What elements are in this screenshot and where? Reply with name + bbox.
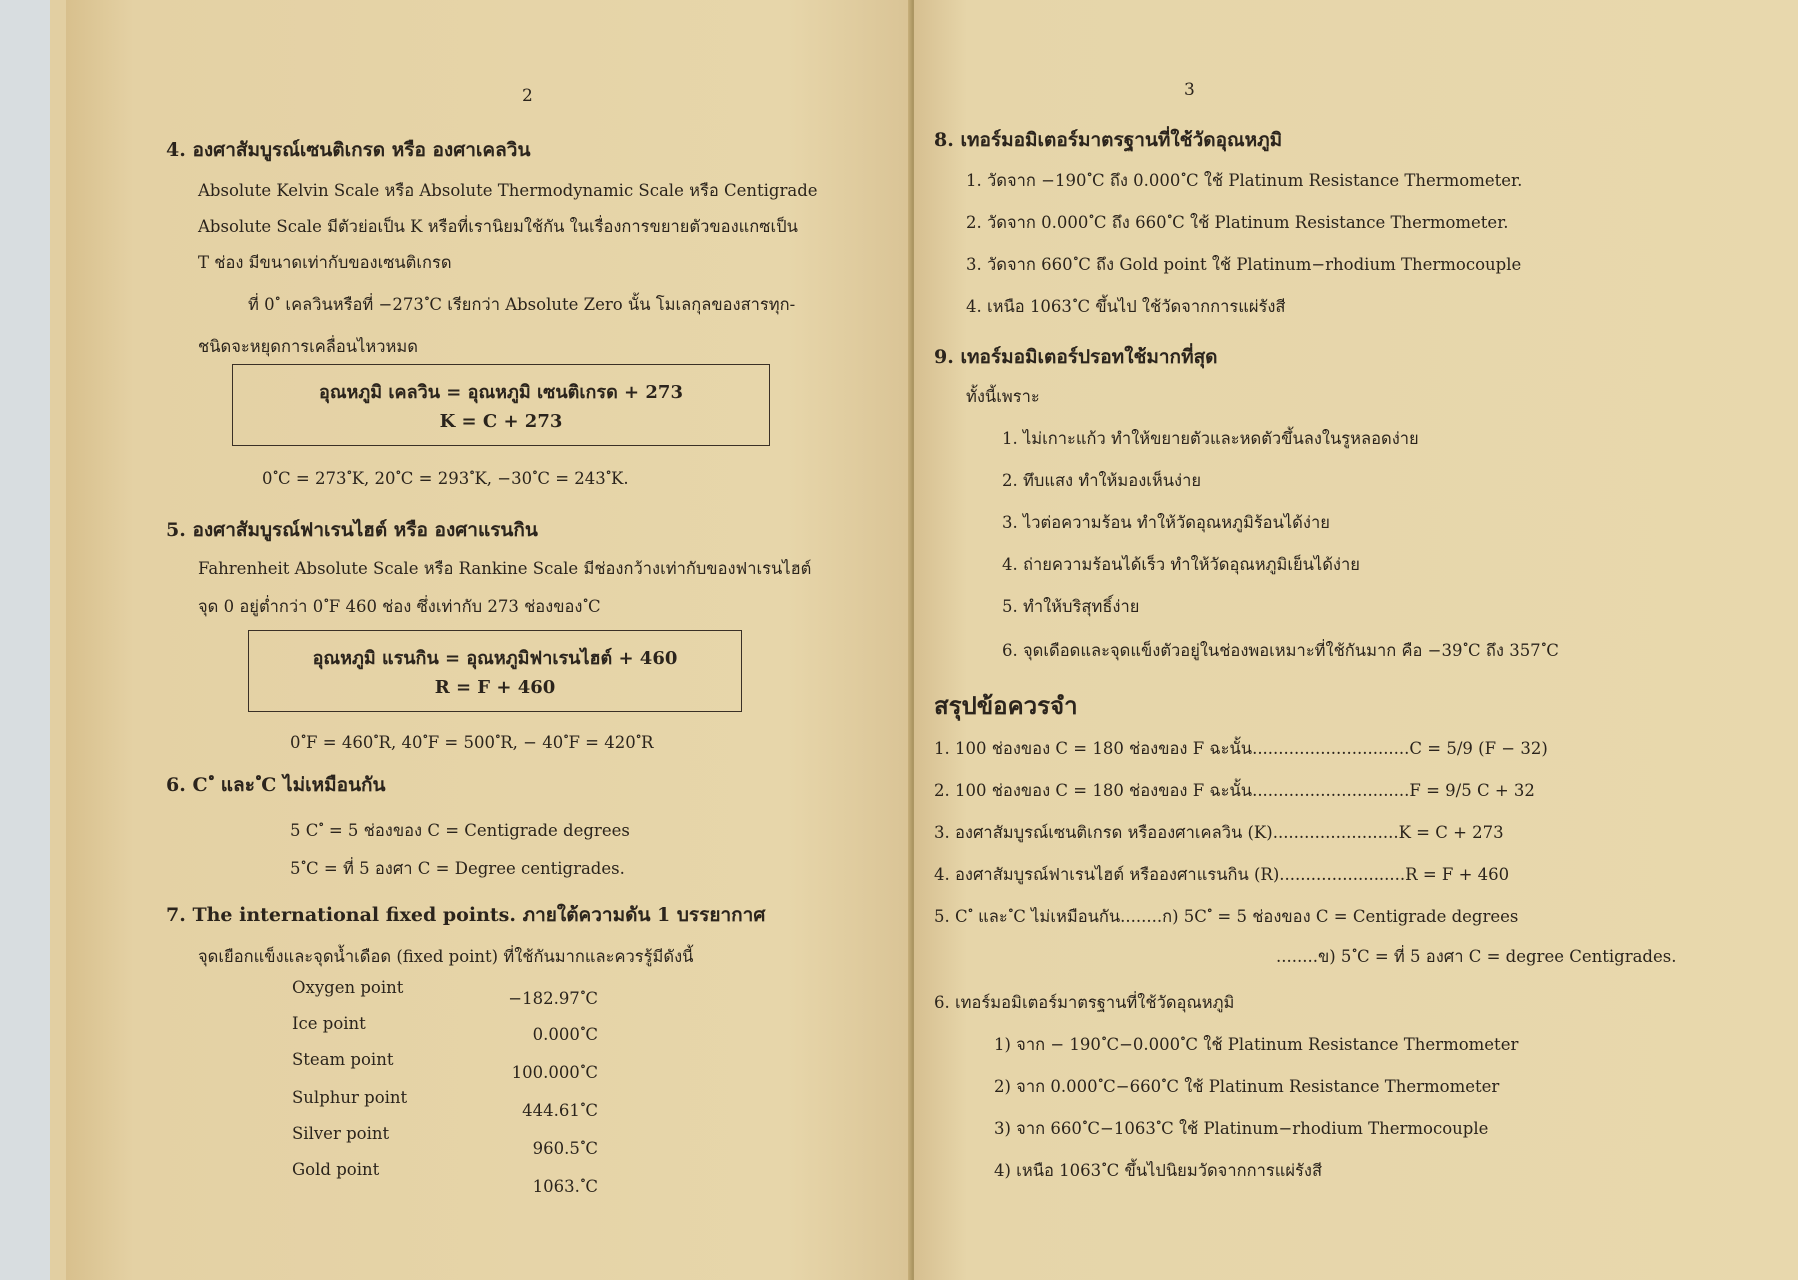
text-line: จุด 0 อยู่ต่ำกว่า 0 ํF 460 ช่อง ซึ่งเท่ากับ 273 ช่องของ ํC bbox=[198, 597, 601, 616]
summary-subitem: 3) จาก 660 ํC−1063 ํC ใช้ Platinum−rhodium Thermocouple bbox=[994, 1119, 1489, 1138]
text-line: 5 ํC = ที่ 5 องศา C = Degree centigrades. bbox=[290, 859, 625, 878]
formula-line: R = F + 460 bbox=[434, 677, 556, 698]
text-line: 5 C ํ = 5 ช่องของ C = Centigrade degrees bbox=[290, 821, 630, 840]
summary-item: 1. 100 ช่องของ C = 180 ช่องของ F ฉะนั้น..............................C = 5/9 (F − 32) bbox=[934, 739, 1548, 758]
fixed-point-value: 1063. ํC bbox=[532, 1177, 598, 1196]
list-item: 4. ถ่ายความร้อนได้เร็ว ทำให้วัดอุณหภูมิเย็นได้ง่าย bbox=[1002, 555, 1360, 574]
section-6-title: 6. C ํ และ ํC ไม่เหมือนกัน bbox=[166, 774, 386, 796]
summary-item: 4. องศาสัมบูรณ์ฟาเรนไฮต์ หรือองศาแรนกิน (R)........................R = F + 460 bbox=[934, 865, 1510, 884]
fixed-point-value: −182.97 ํC bbox=[508, 989, 598, 1008]
section-8-title: 8. เทอร์มอมิเตอร์มาตรฐานที่ใช้วัดอุณหภูมิ bbox=[934, 129, 1283, 151]
kelvin-formula-box bbox=[232, 364, 770, 446]
summary-subitem: 2) จาก 0.000 ํC−660 ํC ใช้ Platinum Resistance Thermometer bbox=[994, 1077, 1500, 1096]
text-line: จุดเยือกแข็งและจุดน้ำเดือด (fixed point) ที่ใช้กันมากและควรรู้มีดังนี้ bbox=[198, 947, 694, 966]
summary-subitem: 1) จาก − 190 ํC−0.000 ํC ใช้ Platinum Resistance Thermometer bbox=[994, 1035, 1519, 1054]
fixed-point-name: Oxygen point bbox=[292, 978, 404, 997]
text-line: Absolute Kelvin Scale หรือ Absolute Thermodynamic Scale หรือ Centigrade bbox=[198, 181, 818, 200]
summary-item: 2. 100 ช่องของ C = 180 ช่องของ F ฉะนั้น..............................F = 9/5 C + 32 bbox=[934, 781, 1535, 800]
fixed-point-value: 444.61 ํC bbox=[522, 1101, 598, 1120]
summary-item: ........ข) 5 ํC = ที่ 5 องศา C = degree Centigrades. bbox=[1276, 947, 1677, 966]
fixed-point-name: Gold point bbox=[292, 1160, 380, 1179]
section-4-title: 4. องศาสัมบูรณ์เซนติเกรด หรือ องศาเคลวิน bbox=[166, 139, 531, 161]
text-line: Absolute Scale มีตัวย่อเป็น K หรือที่เรานิยมใช้กัน ในเรื่องการขยายตัวของแกซเป็น bbox=[198, 217, 798, 236]
left-page bbox=[66, 0, 914, 1280]
fixed-point-name: Sulphur point bbox=[292, 1088, 408, 1107]
summary-item: 6. เทอร์มอมิเตอร์มาตรฐานที่ใช้วัดอุณหภูมิ bbox=[934, 993, 1235, 1012]
list-item: 4. เหนือ 1063 ํC ขึ้นไป ใช้วัดจากการแผ่รังสี bbox=[966, 297, 1286, 316]
fixed-point-value: 0.000 ํC bbox=[532, 1025, 598, 1044]
text-line: ทั้งนี้เพราะ bbox=[966, 387, 1040, 406]
fixed-point-name: Steam point bbox=[292, 1050, 394, 1069]
section-9-title: 9. เทอร์มอมิเตอร์ปรอทใช้มากที่สุด bbox=[934, 346, 1218, 368]
formula-line: อุณหภูมิ แรนกิน = อุณหภูมิฟาเรนไฮต์ + 460 bbox=[312, 648, 678, 669]
example-line: 0 ํC = 273 ํK, 20 ํC = 293 ํK, −30 ํC = 243 ํK. bbox=[262, 469, 629, 488]
text-line: Fahrenheit Absolute Scale หรือ Rankine Scale มีช่องกว้างเท่ากับของฟาเรนไฮต์ bbox=[198, 559, 812, 578]
page-number: 3 bbox=[1184, 80, 1195, 100]
rankine-formula-box bbox=[248, 630, 742, 712]
section-7-title: 7. The international fixed points. ภายใต้ความดัน 1 บรรยากาศ bbox=[166, 904, 766, 926]
right-page bbox=[914, 0, 1798, 1280]
formula-line: อุณหภูมิ เคลวิน = อุณหภูมิ เซนติเกรด + 273 bbox=[319, 382, 683, 403]
formula-line: K = C + 273 bbox=[439, 411, 563, 432]
fixed-point-name: Silver point bbox=[292, 1124, 390, 1143]
list-item: 6. จุดเดือดและจุดแข็งตัวอยู่ในช่องพอเหมาะที่ใช้กันมาก คือ −39 ํC ถึง 357 ํC bbox=[1002, 641, 1559, 660]
section-5-title: 5. องศาสัมบูรณ์ฟาเรนไฮต์ หรือ องศาแรนกิน bbox=[166, 519, 538, 541]
list-item: 3. ไวต่อความร้อน ทำให้วัดอุณหภูมิร้อนได้ง่าย bbox=[1002, 513, 1330, 532]
text-line: T ช่อง มีขนาดเท่ากับของเซนติเกรด bbox=[198, 253, 452, 272]
list-item: 5. ทำให้บริสุทธิ์ง่าย bbox=[1002, 597, 1140, 616]
book-spread bbox=[50, 0, 1798, 1280]
list-item: 2. ทึบแสง ทำให้มองเห็นง่าย bbox=[1002, 471, 1202, 490]
list-item: 1. วัดจาก −190 ํC ถึง 0.000 ํC ใช้ Platinum Resistance Thermometer. bbox=[966, 171, 1523, 190]
fixed-point-name: Ice point bbox=[292, 1014, 366, 1033]
fixed-point-value: 960.5 ํC bbox=[532, 1139, 598, 1158]
list-item: 1. ไม่เกาะแก้ว ทำให้ขยายตัวและหดตัวขึ้นลงในรูหลอดง่าย bbox=[1002, 429, 1419, 448]
example-line: 0 ํF = 460 ํR, 40 ํF = 500 ํR, − 40 ํF = 420 ํR bbox=[290, 733, 654, 752]
page-number: 2 bbox=[522, 86, 533, 106]
text-line: ที่ 0 ํ เคลวินหรือที่ −273 ํC เรียกว่า Absolute Zero นั้น โมเลกุลของสารทุก- bbox=[248, 295, 796, 314]
fixed-point-value: 100.000 ํC bbox=[511, 1063, 598, 1082]
text-line: ชนิดจะหยุดการเคลื่อนไหวหมด bbox=[198, 337, 418, 356]
summary-title: สรุปข้อควรจำ bbox=[934, 691, 1078, 720]
list-item: 2. วัดจาก 0.000 ํC ถึง 660 ํC ใช้ Platinum Resistance Thermometer. bbox=[966, 213, 1509, 232]
summary-subitem: 4) เหนือ 1063 ํC ขึ้นไปนิยมวัดจากการแผ่รังสี bbox=[994, 1161, 1323, 1180]
summary-item: 3. องศาสัมบูรณ์เซนติเกรด หรือองศาเคลวิน (K)........................K = C + 273 bbox=[934, 823, 1504, 842]
list-item: 3. วัดจาก 660 ํC ถึง Gold point ใช้ Platinum−rhodium Thermocouple bbox=[966, 255, 1522, 274]
summary-item: 5. C ํ และ ํC ไม่เหมือนกัน........ก) 5C ํ = 5 ช่องของ C = Centigrade degrees bbox=[934, 907, 1519, 926]
